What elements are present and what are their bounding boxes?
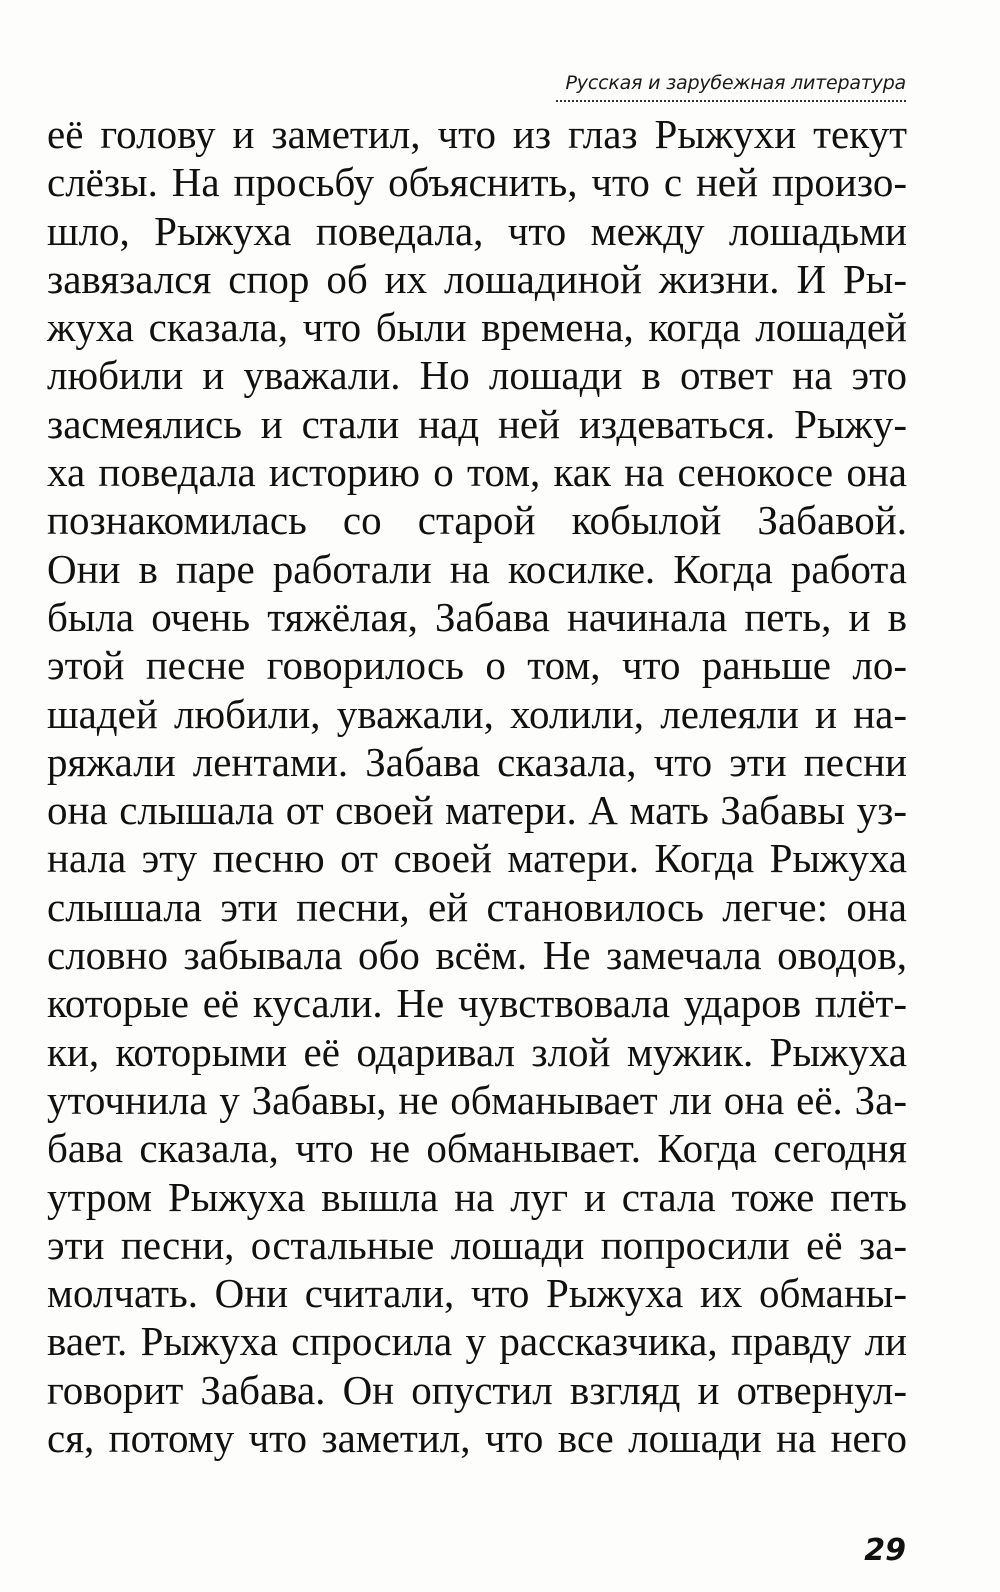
text-line: вает. Рыжуха спросила у рассказчика, правду ли (47, 1318, 907, 1365)
text-line: её голову и заметил, что из глаз Рыжухи текут (47, 111, 907, 157)
header-rule (556, 100, 906, 102)
text-line: она слышала от своей матери. А мать Забавы уз- (47, 787, 907, 834)
text-line: эти песни, остальные лошади попросили её за- (47, 1221, 907, 1268)
text-line: шло, Рыжуха поведала, что между лошадьми (47, 207, 907, 254)
text-line: бава сказала, что не обманывает. Когда сегодня (47, 1125, 907, 1172)
text-line: слёзы. На просьбу объяснить, что с ней произо- (47, 159, 907, 206)
text-line: утром Рыжуха вышла на луг и стала тоже петь (47, 1173, 907, 1220)
text-line: завязался спор об их лошадиной жизни. И Ры- (47, 255, 907, 302)
text-line: Они в паре работали на косилке. Когда работа (47, 545, 907, 592)
text-line: ха поведала историю о том, как на сенокосе она (47, 449, 907, 496)
text-line: молчать. Они считали, что Рыжуха их обманы- (47, 1270, 907, 1317)
text-line: жуха сказала, что были времена, когда лошадей (47, 304, 907, 351)
body-text (47, 110, 907, 1462)
text-line: ся, потому что заметил, что все лошади на него (47, 1415, 907, 1462)
text-line: засмеялись и стали над ней издеваться. Рыжу- (47, 400, 907, 447)
text-line: ки, которыми её одаривал злой мужик. Рыжуха (47, 1028, 907, 1075)
text-line: этой песне говорилось о том, что раньше ло- (47, 642, 907, 689)
text-line: слышала эти песни, ей становилось легче: она (47, 883, 907, 930)
page-number: 29 (864, 1533, 906, 1568)
text-line: уточнила у Забавы, не обманывает ли она её. За- (47, 1076, 907, 1123)
text-line: любили и уважали. Но лошади в ответ на это (47, 352, 907, 399)
running-header: Русская и зарубежная литература (565, 72, 906, 94)
text-line: ряжали лентами. Забава сказала, что эти песни (47, 738, 907, 785)
text-line: нала эту песню от своей матери. Когда Рыжуха (47, 835, 907, 882)
text-line: была очень тяжёлая, Забава начинала петь, и в (47, 593, 907, 640)
text-line: познакомилась со старой кобылой Забавой. (47, 497, 907, 544)
text-line: шадей любили, уважали, холили, лелеяли и на- (47, 690, 907, 737)
text-line: словно забывала обо всём. Не замечала оводов, (47, 932, 907, 979)
text-line: которые её кусали. Не чувствовала ударов плёт- (47, 980, 907, 1027)
text-line: говорит Забава. Он опустил взгляд и отвернул- (47, 1366, 907, 1413)
